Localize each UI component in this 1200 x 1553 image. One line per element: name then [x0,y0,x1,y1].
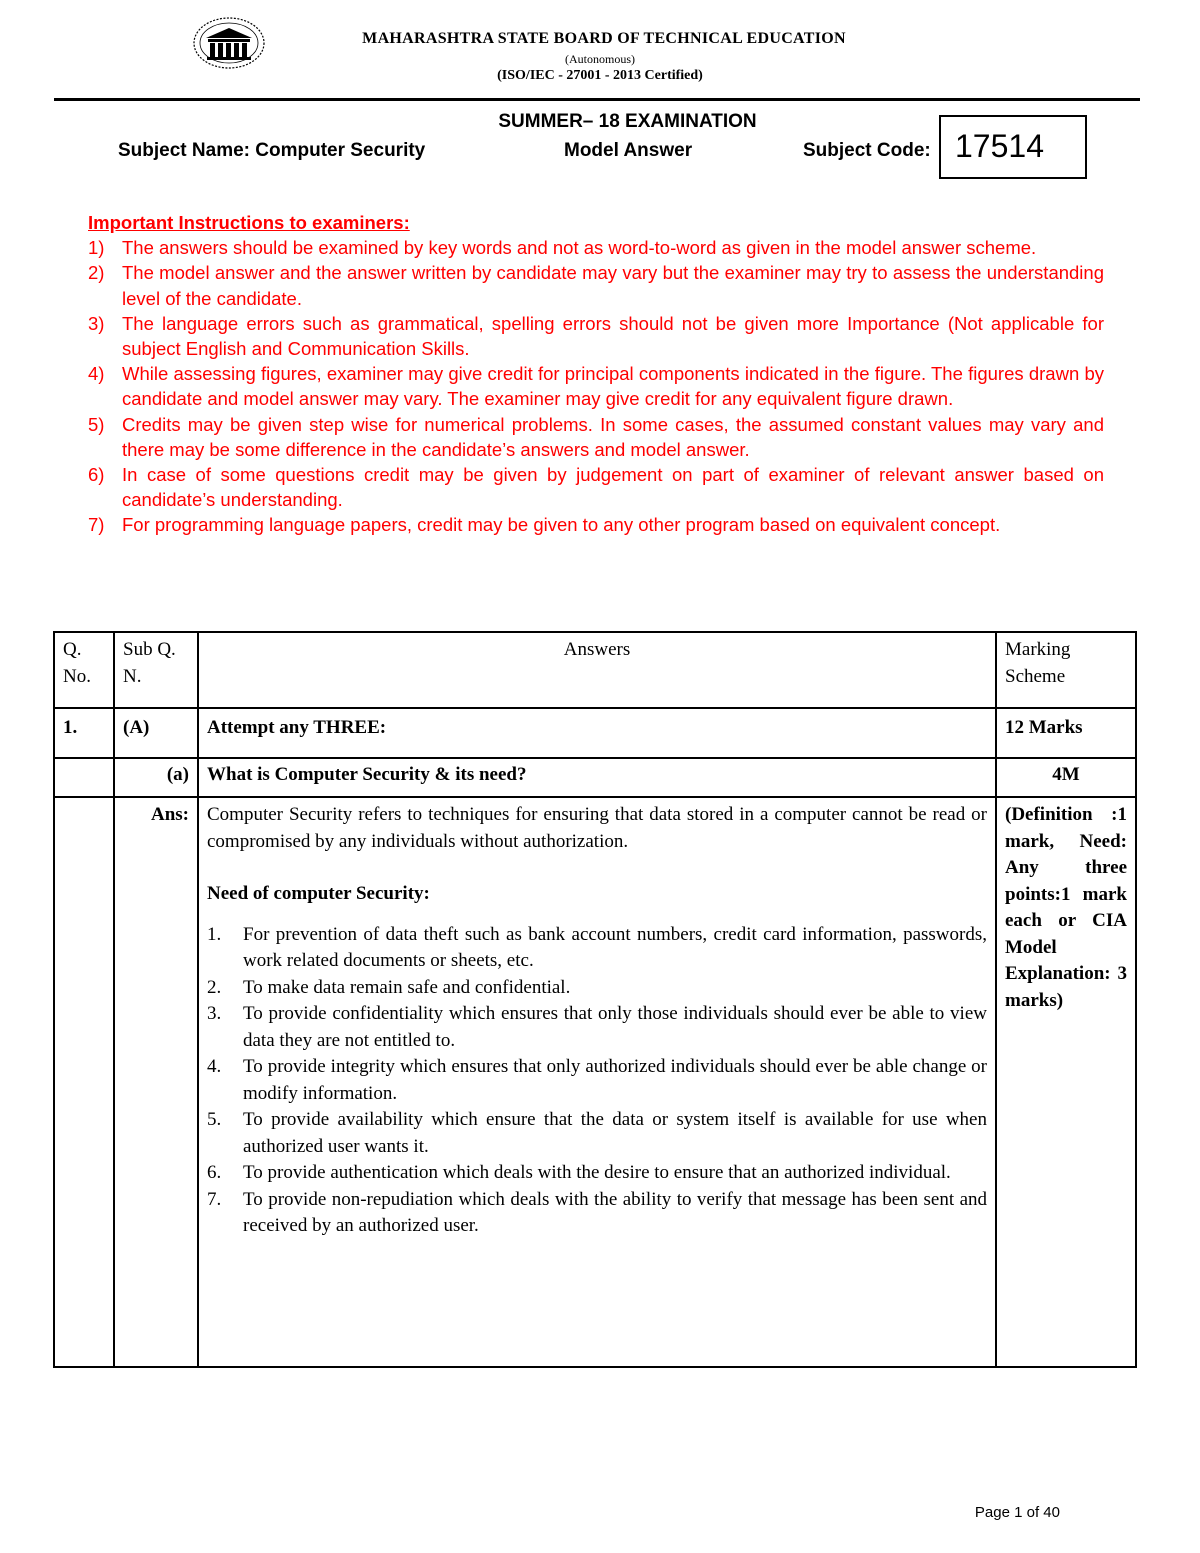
instruction-number: 2) [88,262,105,284]
instruction-item [88,311,1104,361]
instruction-item [88,260,1104,310]
table-row [54,758,1136,797]
header-qno: Q. No. [54,632,114,708]
sub-question-label: (A) [114,708,198,758]
instruction-number: 7) [88,514,105,536]
subject-code-label: Subject Code: [803,140,931,161]
table-header-row [54,632,1136,708]
list-number: 5. [207,1109,222,1130]
header-subqn: Sub Q. N. [114,632,198,708]
answer-cell [198,797,996,1367]
empty-cell [54,758,114,797]
list-text: To provide authentication which deals with the desire to ensure that an authorized individual. [243,1162,951,1183]
marking-scheme-note: (Definition :1 mark, Need: Any three points:1 mark each or CIA Model Explanation: 3 marks) [996,797,1136,1367]
instruction-number: 1) [88,237,105,259]
instruction-item [88,361,1104,411]
list-text: To provide non-repudiation which deals with the ability to verify that message has been sent and received by an authorized user. [243,1188,987,1236]
iso-certification: (ISO/IEC - 27001 - 2013 Certified) [497,68,703,83]
instruction-text: For programming language papers, credit may be given to any other program based on equivalent concept. [122,514,1001,536]
instructions-block [88,210,1104,538]
list-item [207,1001,987,1054]
header-divider [54,98,1140,101]
instruction-item [88,412,1104,462]
instruction-item [88,462,1104,512]
list-number: 3. [207,1003,222,1024]
table-row [54,797,1136,1367]
marks-value: 4M [996,758,1136,797]
list-item [207,1107,987,1160]
instruction-item [88,512,1104,537]
empty-cell [54,797,114,1367]
header-marking-scheme: Marking Scheme [996,632,1136,708]
instruction-number: 4) [88,363,105,385]
subject-code-value: 17514 [955,128,1044,164]
autonomous-label: (Autonomous) [565,52,635,66]
instructions-title: Important Instructions to examiners: [88,212,410,233]
header-answers: Answers [198,632,996,708]
instruction-number: 5) [88,413,105,435]
list-number: 1. [207,923,222,945]
instruction-item [88,235,1104,260]
list-item [207,1187,987,1240]
instruction-text: The answers should be examined by key words and not as word-to-word as given in the model answer scheme. [122,237,1037,259]
page-number: Page 1 of 40 [974,1504,1060,1521]
list-text: For prevention of data theft such as bank account numbers, credit card information, passwords, work related documents or sheets, etc. [243,923,987,971]
list-number: 4. [207,1056,222,1077]
list-item [207,1160,987,1187]
table-row [54,708,1136,758]
list-item [207,1054,987,1107]
list-text: To provide confidentiality which ensures that only those individuals should ever be able to view data they are not entitled to. [243,1003,987,1051]
list-item [207,922,987,975]
model-answer-table [53,631,1137,1368]
question-text: What is Computer Security & its need? [198,758,996,797]
list-number: 7. [207,1188,222,1210]
list-text: To make data remain safe and confidential. [243,976,571,998]
marks-value: 12 Marks [996,708,1136,758]
list-item [207,975,987,1002]
need-heading: Need of computer Security: [207,883,430,904]
answer-definition: Computer Security refers to techniques for ensuring that data stored in a computer cannot be read or compromised by any individuals without authorization. [207,804,987,852]
instruction-text: While assessing figures, examiner may give credit for principal components indicated in the figure. The figures drawn by candidate and model answer may vary. The examiner may give credit for any equivalent figure drawn. [122,363,1104,410]
instruction-text: The language errors such as grammatical, spelling errors should not be given more Importance (Not applicable for subject English and Communication Skills. [122,312,1104,360]
subject-name: Subject Name: Computer Security [118,140,426,161]
instruction-text: The model answer and the answer written by candidate may vary but the examiner may try to assess the understanding level of the candidate. [122,262,1104,309]
need-list [207,922,987,1240]
question-number: 1. [54,708,114,758]
instruction-number: 3) [88,312,105,334]
list-text: To provide integrity which ensures that only authorized individuals should ever be able change or modify information. [243,1056,987,1104]
instruction-text: In case of some questions credit may be given by judgement on part of examiner of relevant answer based on candidate’s understanding. [122,464,1104,511]
instruction-text: Credits may be given step wise for numerical problems. In some cases, the assumed constant values may vary and there may be some difference in the candidate’s answers and model answer. [122,413,1104,460]
sub-question-label: (a) [114,758,198,797]
board-name: MAHARASHTRA STATE BOARD OF TECHNICAL EDUCATION [362,30,846,47]
model-answer-label: Model Answer [564,140,693,161]
list-text: To provide availability which ensure that the data or system itself is available for use when authorized user wants it. [243,1109,987,1157]
question-text: Attempt any THREE: [198,708,996,758]
instruction-number: 6) [88,464,105,486]
exam-title: SUMMER– 18 EXAMINATION [498,111,757,132]
list-number: 2. [207,976,222,998]
answer-label: Ans: [114,797,198,1367]
list-number: 6. [207,1162,222,1183]
